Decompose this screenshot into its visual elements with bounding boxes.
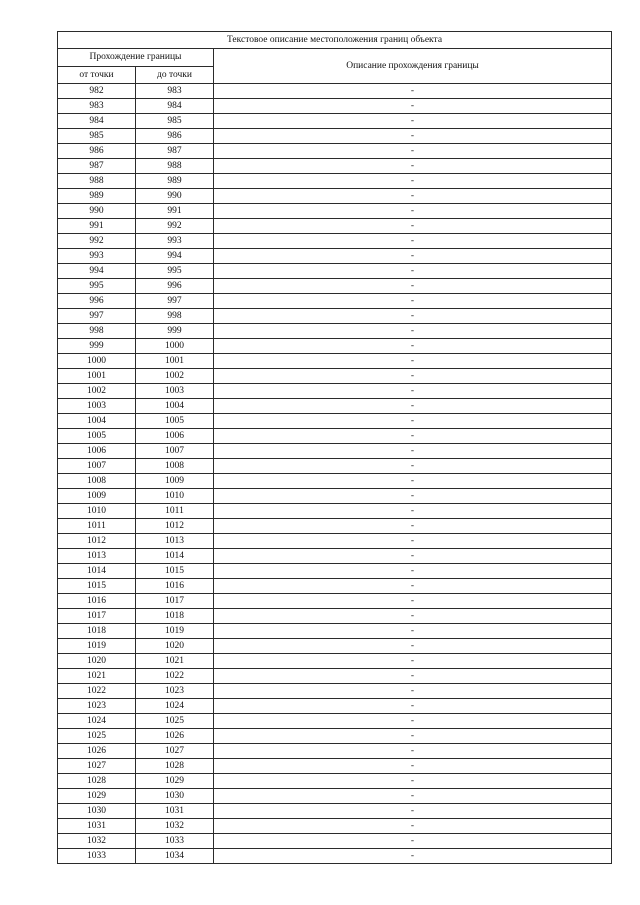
description-cell: -	[214, 669, 612, 684]
from-point-cell: 989	[58, 189, 136, 204]
table-row	[58, 429, 612, 444]
table-row	[58, 264, 612, 279]
description-cell: -	[214, 474, 612, 489]
from-point-cell: 998	[58, 324, 136, 339]
table-row	[58, 459, 612, 474]
to-point-cell: 985	[136, 114, 214, 129]
description-cell: -	[214, 519, 612, 534]
to-point-cell: 996	[136, 279, 214, 294]
from-point-cell: 987	[58, 159, 136, 174]
to-point-cell: 1020	[136, 639, 214, 654]
to-point-cell: 1029	[136, 774, 214, 789]
to-point-cell: 992	[136, 219, 214, 234]
from-point-cell: 986	[58, 144, 136, 159]
table-row	[58, 714, 612, 729]
description-cell: -	[214, 699, 612, 714]
from-point-cell: 1020	[58, 654, 136, 669]
to-point-cell: 1017	[136, 594, 214, 609]
description-cell: -	[214, 279, 612, 294]
table-row	[58, 159, 612, 174]
description-cell: -	[214, 714, 612, 729]
from-point-cell: 1009	[58, 489, 136, 504]
from-point-cell: 1014	[58, 564, 136, 579]
from-point-cell: 993	[58, 249, 136, 264]
to-point-cell: 1010	[136, 489, 214, 504]
table-row	[58, 339, 612, 354]
description-cell: -	[214, 204, 612, 219]
to-point-cell: 1006	[136, 429, 214, 444]
table-row	[58, 324, 612, 339]
boundary-table	[57, 31, 612, 864]
table-row	[58, 354, 612, 369]
table-row	[58, 189, 612, 204]
to-point-cell: 1027	[136, 744, 214, 759]
from-point-cell: 992	[58, 234, 136, 249]
description-cell: -	[214, 174, 612, 189]
description-cell: -	[214, 114, 612, 129]
from-point-cell: 990	[58, 204, 136, 219]
from-point-cell: 1019	[58, 639, 136, 654]
to-point-cell: 1024	[136, 699, 214, 714]
description-header: Описание прохождения границы	[214, 49, 612, 84]
from-point-cell: 1011	[58, 519, 136, 534]
from-point-cell: 1032	[58, 834, 136, 849]
table-row	[58, 84, 612, 99]
table-row	[58, 654, 612, 669]
to-point-cell: 1018	[136, 609, 214, 624]
from-point-cell: 1016	[58, 594, 136, 609]
from-point-cell: 1005	[58, 429, 136, 444]
to-point-cell: 1005	[136, 414, 214, 429]
table-row	[58, 219, 612, 234]
from-point-cell: 994	[58, 264, 136, 279]
description-cell: -	[214, 294, 612, 309]
from-point-cell: 1007	[58, 459, 136, 474]
table-body	[58, 84, 612, 864]
table-row	[58, 309, 612, 324]
description-cell: -	[214, 489, 612, 504]
to-point-cell: 995	[136, 264, 214, 279]
from-point-cell: 1002	[58, 384, 136, 399]
table-header	[58, 32, 612, 84]
to-point-cell: 983	[136, 84, 214, 99]
description-cell: -	[214, 459, 612, 474]
description-cell: -	[214, 339, 612, 354]
from-point-cell: 1021	[58, 669, 136, 684]
to-point-cell: 1023	[136, 684, 214, 699]
from-point-cell: 1018	[58, 624, 136, 639]
table-row	[58, 669, 612, 684]
table-row	[58, 789, 612, 804]
description-cell: -	[214, 504, 612, 519]
from-point-cell: 996	[58, 294, 136, 309]
to-point-cell: 997	[136, 294, 214, 309]
table-row	[58, 819, 612, 834]
table-row	[58, 384, 612, 399]
to-point-cell: 1007	[136, 444, 214, 459]
from-point-cell: 1006	[58, 444, 136, 459]
group-header: Прохождение границы	[58, 49, 214, 67]
to-point-cell: 988	[136, 159, 214, 174]
description-cell: -	[214, 594, 612, 609]
from-point-cell: 1003	[58, 399, 136, 414]
description-cell: -	[214, 84, 612, 99]
from-point-cell: 1033	[58, 849, 136, 864]
to-point-cell: 1034	[136, 849, 214, 864]
table-row	[58, 444, 612, 459]
to-point-cell: 998	[136, 309, 214, 324]
to-point-cell: 1011	[136, 504, 214, 519]
to-point-cell: 1031	[136, 804, 214, 819]
description-cell: -	[214, 99, 612, 114]
from-point-cell: 1027	[58, 759, 136, 774]
from-point-cell: 1000	[58, 354, 136, 369]
table-row	[58, 114, 612, 129]
description-cell: -	[214, 549, 612, 564]
table-row	[58, 204, 612, 219]
description-cell: -	[214, 819, 612, 834]
table-row	[58, 369, 612, 384]
description-cell: -	[214, 249, 612, 264]
description-cell: -	[214, 564, 612, 579]
from-point-cell: 991	[58, 219, 136, 234]
from-point-cell: 1008	[58, 474, 136, 489]
from-point-cell: 1010	[58, 504, 136, 519]
from-point-cell: 997	[58, 309, 136, 324]
from-point-cell: 1029	[58, 789, 136, 804]
table-row	[58, 489, 612, 504]
description-cell: -	[214, 759, 612, 774]
to-point-cell: 1002	[136, 369, 214, 384]
to-point-cell: 1030	[136, 789, 214, 804]
table-row	[58, 774, 612, 789]
table-row	[58, 744, 612, 759]
table-row	[58, 279, 612, 294]
table-row	[58, 249, 612, 264]
description-cell: -	[214, 429, 612, 444]
description-cell: -	[214, 324, 612, 339]
table-row	[58, 144, 612, 159]
description-cell: -	[214, 684, 612, 699]
description-cell: -	[214, 834, 612, 849]
description-cell: -	[214, 849, 612, 864]
description-cell: -	[214, 414, 612, 429]
table-row	[58, 99, 612, 114]
table-row	[58, 294, 612, 309]
to-point-cell: 1013	[136, 534, 214, 549]
description-cell: -	[214, 729, 612, 744]
table-row	[58, 849, 612, 864]
description-cell: -	[214, 609, 612, 624]
to-point-cell: 1021	[136, 654, 214, 669]
to-point-cell: 1000	[136, 339, 214, 354]
table-row	[58, 834, 612, 849]
from-point-cell: 984	[58, 114, 136, 129]
to-point-cell: 994	[136, 249, 214, 264]
from-point-cell: 1004	[58, 414, 136, 429]
from-point-header: от точки	[58, 67, 136, 84]
description-cell: -	[214, 159, 612, 174]
from-point-cell: 982	[58, 84, 136, 99]
to-point-header: до точки	[136, 67, 214, 84]
description-cell: -	[214, 309, 612, 324]
description-cell: -	[214, 264, 612, 279]
to-point-cell: 1001	[136, 354, 214, 369]
description-cell: -	[214, 354, 612, 369]
table-row	[58, 699, 612, 714]
description-cell: -	[214, 369, 612, 384]
from-point-cell: 1030	[58, 804, 136, 819]
table-row	[58, 639, 612, 654]
from-point-cell: 1013	[58, 549, 136, 564]
description-cell: -	[214, 234, 612, 249]
to-point-cell: 1025	[136, 714, 214, 729]
description-cell: -	[214, 639, 612, 654]
table-row	[58, 624, 612, 639]
to-point-cell: 1014	[136, 549, 214, 564]
from-point-cell: 1012	[58, 534, 136, 549]
table-row	[58, 534, 612, 549]
from-point-cell: 1025	[58, 729, 136, 744]
to-point-cell: 987	[136, 144, 214, 159]
table-row	[58, 234, 612, 249]
description-cell: -	[214, 744, 612, 759]
table-row	[58, 594, 612, 609]
to-point-cell: 1008	[136, 459, 214, 474]
table-row	[58, 579, 612, 594]
table-row	[58, 474, 612, 489]
from-point-cell: 983	[58, 99, 136, 114]
table-row	[58, 519, 612, 534]
table-row	[58, 549, 612, 564]
table-row	[58, 564, 612, 579]
from-point-cell: 995	[58, 279, 136, 294]
description-cell: -	[214, 624, 612, 639]
description-cell: -	[214, 399, 612, 414]
from-point-cell: 1028	[58, 774, 136, 789]
description-cell: -	[214, 189, 612, 204]
to-point-cell: 999	[136, 324, 214, 339]
to-point-cell: 1012	[136, 519, 214, 534]
to-point-cell: 1016	[136, 579, 214, 594]
to-point-cell: 990	[136, 189, 214, 204]
table-row	[58, 414, 612, 429]
table-row	[58, 129, 612, 144]
description-cell: -	[214, 789, 612, 804]
to-point-cell: 1015	[136, 564, 214, 579]
description-cell: -	[214, 804, 612, 819]
description-cell: -	[214, 129, 612, 144]
from-point-cell: 1023	[58, 699, 136, 714]
to-point-cell: 1032	[136, 819, 214, 834]
table-row	[58, 504, 612, 519]
to-point-cell: 984	[136, 99, 214, 114]
description-cell: -	[214, 534, 612, 549]
to-point-cell: 986	[136, 129, 214, 144]
table-row	[58, 804, 612, 819]
document-page	[57, 31, 611, 864]
from-point-cell: 1022	[58, 684, 136, 699]
to-point-cell: 1033	[136, 834, 214, 849]
to-point-cell: 1009	[136, 474, 214, 489]
from-point-cell: 1001	[58, 369, 136, 384]
to-point-cell: 989	[136, 174, 214, 189]
table-row	[58, 759, 612, 774]
to-point-cell: 1022	[136, 669, 214, 684]
from-point-cell: 1026	[58, 744, 136, 759]
description-cell: -	[214, 444, 612, 459]
from-point-cell: 999	[58, 339, 136, 354]
table-title: Текстовое описание местоположения границ объекта	[58, 32, 612, 49]
to-point-cell: 991	[136, 204, 214, 219]
from-point-cell: 1024	[58, 714, 136, 729]
from-point-cell: 988	[58, 174, 136, 189]
description-cell: -	[214, 774, 612, 789]
from-point-cell: 985	[58, 129, 136, 144]
description-cell: -	[214, 579, 612, 594]
table-row	[58, 399, 612, 414]
to-point-cell: 1004	[136, 399, 214, 414]
to-point-cell: 1003	[136, 384, 214, 399]
to-point-cell: 1028	[136, 759, 214, 774]
to-point-cell: 1026	[136, 729, 214, 744]
table-row	[58, 684, 612, 699]
to-point-cell: 993	[136, 234, 214, 249]
from-point-cell: 1017	[58, 609, 136, 624]
to-point-cell: 1019	[136, 624, 214, 639]
description-cell: -	[214, 219, 612, 234]
description-cell: -	[214, 654, 612, 669]
description-cell: -	[214, 384, 612, 399]
from-point-cell: 1015	[58, 579, 136, 594]
table-row	[58, 609, 612, 624]
table-row	[58, 174, 612, 189]
table-row	[58, 729, 612, 744]
from-point-cell: 1031	[58, 819, 136, 834]
description-cell: -	[214, 144, 612, 159]
